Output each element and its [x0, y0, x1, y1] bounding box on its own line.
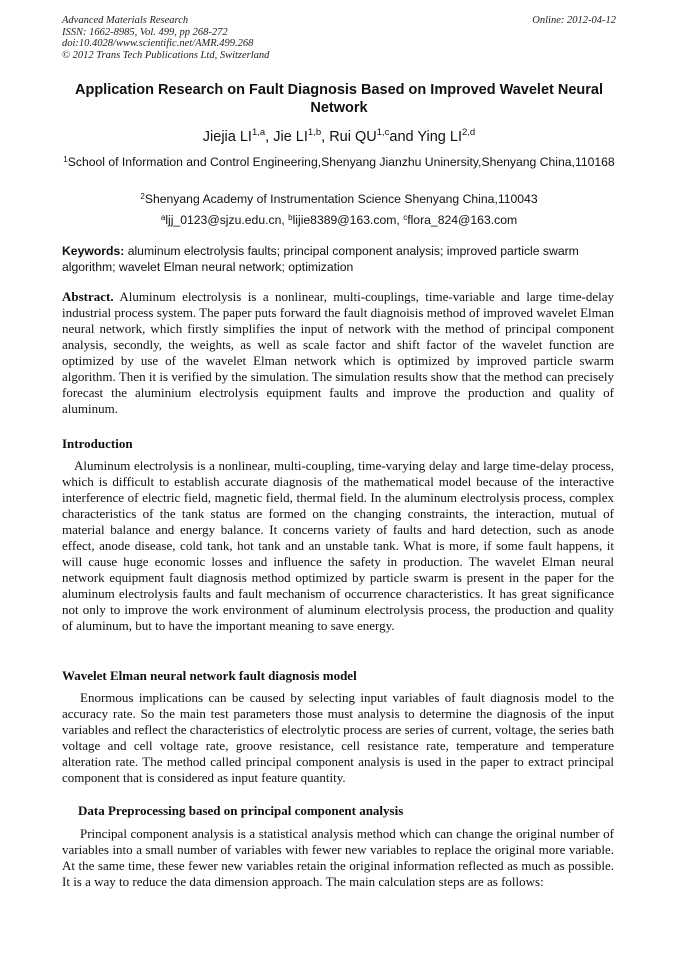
journal-copyright: © 2012 Trans Tech Publications Ltd, Switzerland [62, 49, 270, 61]
keywords-text: aluminum electrolysis faults; principal component analysis; improved particle swarm algorithm; wavelet Elman neural network; optimization [62, 244, 579, 274]
author-name: Jiejia LI [202, 129, 252, 145]
author-sep: and [389, 129, 418, 145]
keywords [62, 243, 616, 275]
subsection-heading-data-preprocessing: Data Preprocessing based on principal component analysis [78, 803, 404, 818]
introduction-paragraph: Aluminum electrolysis is a nonlinear, multi-coupling, time-varying delay and large time-delay process, which is difficult to establish accurate diagnosis of the mathematical model because of the interactive interference of electric field, magnetic field, thermal field. In the aluminum electrolysis process, complex characteristics of the tank status are formed on the changing constraints, the interaction, mutual of material balance and energy balance. It concerns variety of faults and hard detection, such as anode effect, anode disease, cold tank, hot tank and an unstable tank. What is more, if some fault happens, it will cause huge economic losses and influence the safety in production. The wavelet Elman neural network equipment fault diagnosis method optimized by particle swarm is present in the paper for the aluminum electrolysis faults and fault mechanism of occurrence characteristics. It has great significance not only to improve the work environment of aluminum electrolysis process, the production and quality of aluminum, but to have the important meaning to save energy. [62, 458, 614, 633]
journal-issn: ISSN: 1662-8985, Vol. 499, pp 268-272 [62, 26, 228, 38]
email-sup: a [160, 213, 166, 222]
online-date: Online: 2012-04-12 [532, 15, 616, 26]
abstract-label: Abstract. [62, 289, 114, 304]
email-link[interactable]: ljj_0123@sjzu.edu.cn, [165, 213, 289, 227]
affiliation-sup: 1 [63, 155, 68, 164]
keywords-label: Keywords: [62, 244, 125, 258]
author-affil-sup: 1,a [251, 127, 266, 138]
author-name: Jie LI [273, 129, 308, 145]
affiliation-sup: 2 [140, 192, 145, 201]
email-link[interactable]: flora_824@163.com [407, 213, 518, 227]
journal-name: Advanced Materials Research [62, 15, 189, 26]
author-affil-sup: 2,d [462, 127, 476, 138]
abstract [62, 289, 614, 417]
author-name: Rui QU [329, 129, 377, 145]
author-emails [62, 213, 616, 228]
author-sep: , [321, 129, 330, 145]
paper-title: Application Research on Fault Diagnosis Based on Improved Wavelet Neural Network [74, 82, 604, 116]
email-sup: c [403, 213, 408, 222]
email-sup: b [288, 213, 293, 222]
journal-header [62, 15, 616, 61]
affiliation-text: School of Information and Control Engineering,Shenyang Jianzhu Uninersity,Shenyang China,110168 [67, 155, 615, 169]
section-heading-introduction: Introduction [62, 436, 133, 451]
email-link[interactable]: lijie8389@163.com, [292, 213, 404, 227]
abstract-text: Aluminum electrolysis is a nonlinear, multi-couplings, time-variable and large time-delay industrial process system. The paper puts forward the fault diagnoisis method of improved wavelet Elman neural network, which firstly simplifies the input of network with the method of principal component analysis, secondly, the weights, as well as scale factor and shift factor of the wavelet function are optimized by use of the wavelet Elman network which is optimized by improved particle swarm algorithm. Then it is verified by the simulation. The simulation results show that the method can precisely forecast the aluminium electrolysis equipment faults and improve the production and quality of aluminum. [62, 289, 614, 416]
affiliation-text: Shenyang Academy of Instrumentation Science Shenyang China,110043 [144, 192, 538, 206]
author-sep: , [265, 129, 274, 145]
wavelet-model-paragraph: Enormous implications can be caused by selecting input variables of fault diagnosis model to the accuracy rate. So the main test parameters those must analysis to determine the diagnosis of the input variables and reflect the characteristics of electrolytic process are series of current, voltage, the series bath voltage and cell voltage rate, groove resistance, cell resistance rate, temperature and temperature alteration rate. The method called principal component analysis is used in the paper to extract principal component that is considered as input feature quantity. [62, 690, 614, 785]
author-affil-sup: 1,c [376, 127, 390, 138]
section-heading-wavelet-model: Wavelet Elman neural network fault diagnosis model [62, 668, 357, 683]
author-name: Ying LI [417, 129, 462, 145]
data-preprocessing-paragraph: Principal component analysis is a statistical analysis method which can change the original number of variables into a small number of variables with fewer new variables to replace the original more variable. At the same time, these fewer new variables retain the original information reflected as much as possible. It is a way to reduce the data dimension approach. The main calculation steps are as follows: [62, 826, 614, 889]
affiliation-1 [62, 155, 616, 170]
author-affil-sup: 1,b [307, 127, 322, 138]
author-list [62, 128, 616, 146]
journal-doi: doi:10.4028/www.scientific.net/AMR.499.268 [62, 38, 254, 49]
affiliation-2 [62, 192, 616, 207]
